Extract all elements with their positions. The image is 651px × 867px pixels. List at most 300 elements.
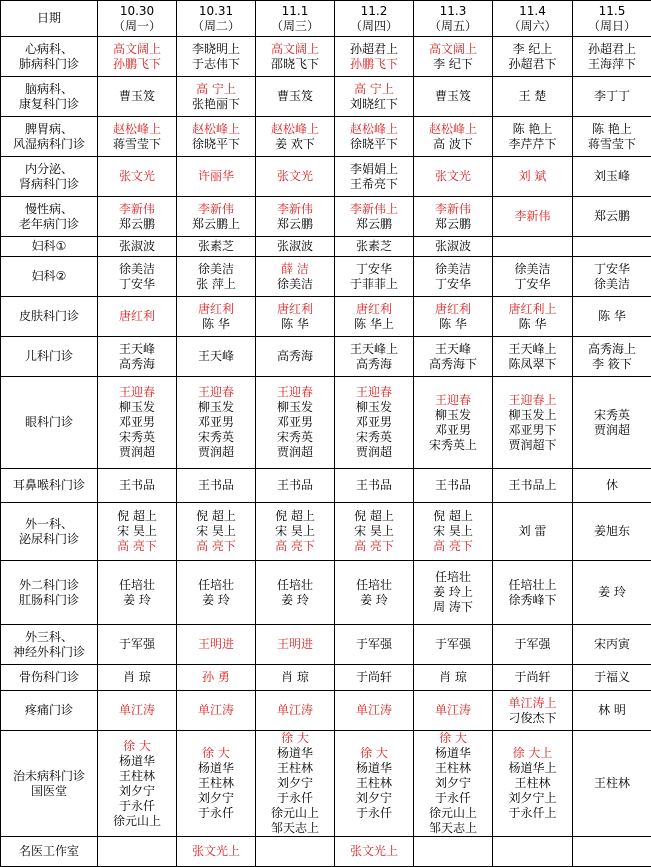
doctor-name: 孙鹏飞下 (98, 57, 176, 72)
schedule-cell (256, 297, 335, 337)
doctor-name: 王书品 (335, 478, 413, 493)
doctor-name: 贾润超 (256, 445, 334, 460)
doctor-name: 姜 玲 (335, 593, 413, 608)
doctor-name: 王迎春 (256, 385, 334, 400)
doctor-name: 杨道华 (256, 746, 334, 761)
department-cell (1, 337, 98, 377)
doctor-name: 于永仟 (335, 806, 413, 821)
doctor-name: 王天峰上 (493, 342, 572, 357)
doctor-name: 任培壮上 (493, 578, 572, 593)
schedule-cell (98, 561, 177, 625)
department-label: 慢性病、 (1, 202, 97, 217)
doctor-name: 倪 超上 (177, 509, 255, 524)
department-label: 耳鼻喉科门诊 (1, 478, 97, 493)
doctor-name: 高 亮下 (98, 539, 176, 554)
schedule-cell (177, 77, 256, 117)
schedule-cell (493, 503, 573, 561)
doctor-name: 王迎春上 (493, 393, 572, 408)
doctor-name: 李新伟 (177, 202, 255, 217)
doctor-name: 陈 艳上 (493, 122, 572, 137)
schedule-cell (573, 117, 651, 157)
schedule-cell (177, 377, 256, 469)
doctor-name: 于菲菲上 (335, 277, 413, 292)
schedule-cell (414, 469, 493, 503)
department-cell (1, 117, 98, 157)
department-label: 眼科门诊 (1, 415, 97, 430)
doctor-name: 王天峰 (98, 342, 176, 357)
department-cell (1, 691, 98, 731)
doctor-name: 郑云鹏 (98, 217, 176, 232)
doctor-name: 于永仟 (414, 791, 492, 806)
schedule-cell (256, 625, 335, 665)
doctor-name: 陈 艳上 (573, 122, 651, 137)
doctor-name: 徐元山上 (98, 814, 176, 829)
doctor-name: 于尚轩 (335, 670, 413, 685)
schedule-cell (335, 257, 414, 297)
schedule-cell (98, 157, 177, 197)
schedule-row (1, 37, 651, 77)
schedule-row (1, 377, 651, 469)
doctor-name: 杨道华 (177, 761, 255, 776)
doctor-name: 赵松峰上 (335, 122, 413, 137)
doctor-name: 杨道华 (414, 746, 492, 761)
schedule-cell (414, 257, 493, 297)
schedule-cell (98, 197, 177, 237)
doctor-name: 张文光上 (335, 844, 413, 859)
doctor-name: 唐红利 (256, 302, 334, 317)
schedule-cell (414, 837, 493, 867)
schedule-cell (98, 469, 177, 503)
schedule-cell (98, 837, 177, 867)
schedule-cell (177, 469, 256, 503)
schedule-cell (335, 503, 414, 561)
doctor-name: 王柱林 (335, 776, 413, 791)
doctor-name: 王天峰 (177, 349, 255, 364)
department-label: 皮肤科门诊 (1, 309, 97, 324)
doctor-name: 宋 昊上 (414, 524, 492, 539)
doctor-name: 肖 琼 (256, 670, 334, 685)
doctor-name: 刘 雷 (493, 524, 572, 539)
schedule-cell (335, 337, 414, 377)
schedule-cell (493, 731, 573, 837)
department-label: 肺病科门诊 (1, 57, 97, 72)
department-label: 肾病科门诊 (1, 177, 97, 192)
doctor-name: 曹玉笈 (414, 89, 492, 104)
doctor-name: 王书品 (256, 478, 334, 493)
doctor-name: 徐美洁 (177, 262, 255, 277)
doctor-name: 倪 超上 (256, 509, 334, 524)
doctor-name: 邓亚男 (256, 415, 334, 430)
doctor-name: 刘晓红下 (335, 97, 413, 112)
schedule-body (1, 1, 651, 867)
doctor-name: 王海萍下 (573, 57, 651, 72)
doctor-name: 邹天志上 (414, 821, 492, 836)
doctor-name: 刘夕宁 (335, 791, 413, 806)
doctor-name: 高秀海 (98, 357, 176, 372)
doctor-name: 蒋雪莹下 (573, 137, 651, 152)
department-label: 康复科门诊 (1, 97, 97, 112)
doctor-name: 陈 华 (573, 309, 651, 324)
day-header: 11.4 （周六） (493, 1, 573, 37)
schedule-cell (573, 731, 651, 837)
doctor-name: 任培壮 (414, 570, 492, 585)
department-label: 肛肠科门诊 (1, 593, 97, 608)
schedule-cell (177, 625, 256, 665)
schedule-cell (256, 337, 335, 377)
doctor-name: 于军强 (493, 637, 572, 652)
schedule-cell (573, 665, 651, 691)
schedule-cell (335, 691, 414, 731)
doctor-name: 丁安华 (573, 262, 651, 277)
doctor-name: 于军强 (98, 637, 176, 652)
doctor-name: 李 纪上 (493, 42, 572, 57)
doctor-name: 肖 琼 (414, 670, 492, 685)
doctor-name: 单江涛 (335, 703, 413, 718)
doctor-name: 邵晓飞下 (256, 57, 334, 72)
schedule-row (1, 731, 651, 837)
doctor-name: 徐元山上 (256, 806, 334, 821)
day-header: 10.31 （周二） (177, 1, 256, 37)
day-header: 11.1 （周三） (256, 1, 335, 37)
doctor-name: 单江涛 (414, 703, 492, 718)
doctor-name: 徐 大 (335, 746, 413, 761)
department-label: 治未病科门诊 (1, 769, 97, 784)
schedule-cell (493, 37, 573, 77)
schedule-cell (177, 561, 256, 625)
doctor-name: 高 亮下 (256, 539, 334, 554)
doctor-name: 郑云鹏 (256, 217, 334, 232)
schedule-cell (414, 377, 493, 469)
schedule-cell (335, 625, 414, 665)
department-cell (1, 561, 98, 625)
doctor-name: 徐美洁 (493, 262, 572, 277)
schedule-cell (256, 837, 335, 867)
doctor-name: 宋秀英 (573, 408, 651, 423)
doctor-name: 王柱林 (493, 776, 572, 791)
schedule-row (1, 157, 651, 197)
schedule-cell (98, 503, 177, 561)
schedule-cell (493, 197, 573, 237)
schedule-row (1, 77, 651, 117)
schedule-cell (414, 197, 493, 237)
doctor-name: 任培壮 (98, 578, 176, 593)
doctor-name: 薛 洁 (256, 262, 334, 277)
schedule-cell (256, 257, 335, 297)
doctor-name: 杨道华 (335, 761, 413, 776)
doctor-name: 徐美洁 (256, 277, 334, 292)
schedule-cell (414, 297, 493, 337)
day-header: 11.5 （周日） (573, 1, 651, 37)
doctor-name: 姜旭东 (573, 524, 651, 539)
doctor-name: 张淑波 (98, 239, 176, 254)
department-label: 脾胃病、 (1, 122, 97, 137)
schedule-cell (256, 377, 335, 469)
doctor-name: 高秀海下 (414, 357, 492, 372)
doctor-name: 高 亮下 (177, 539, 255, 554)
schedule-cell (98, 297, 177, 337)
doctor-name: 王柱林 (573, 776, 651, 791)
doctor-name: 刘玉峰 (573, 169, 651, 184)
doctor-name: 倪 超上 (335, 509, 413, 524)
department-label: 妇科① (1, 239, 97, 254)
doctor-name: 高 宁上 (335, 82, 413, 97)
doctor-name: 柳玉发 (98, 400, 176, 415)
doctor-name: 赵松峰上 (98, 122, 176, 137)
schedule-row (1, 503, 651, 561)
doctor-name: 孙超君上 (573, 42, 651, 57)
doctor-name: 李丁丁 (573, 89, 651, 104)
schedule-cell (573, 297, 651, 337)
doctor-name: 邓亚男 (177, 415, 255, 430)
schedule-cell (573, 561, 651, 625)
schedule-cell (177, 837, 256, 867)
schedule-cell (177, 257, 256, 297)
schedule-cell (414, 237, 493, 257)
doctor-name: 高文阔上 (98, 42, 176, 57)
doctor-name: 张艳丽下 (177, 97, 255, 112)
doctor-name: 李新伟 (493, 209, 572, 224)
doctor-name: 曹玉笈 (98, 89, 176, 104)
schedule-cell (335, 561, 414, 625)
department-label: 脑病科、 (1, 82, 97, 97)
doctor-name: 王迎春 (335, 385, 413, 400)
doctor-name: 任培壮 (335, 578, 413, 593)
schedule-cell (177, 503, 256, 561)
schedule-row (1, 257, 651, 297)
schedule-cell (414, 665, 493, 691)
schedule-cell (414, 77, 493, 117)
schedule-cell (493, 257, 573, 297)
department-label: 骨伤科门诊 (1, 670, 97, 685)
schedule-cell (493, 297, 573, 337)
doctor-name: 王 楚 (493, 89, 572, 104)
schedule-cell (98, 377, 177, 469)
doctor-name: 贾润超 (177, 445, 255, 460)
doctor-name: 王迎春 (98, 385, 176, 400)
doctor-name: 张淑波 (256, 239, 334, 254)
doctor-name: 王书品 (98, 478, 176, 493)
schedule-cell (256, 503, 335, 561)
department-cell (1, 77, 98, 117)
doctor-name: 徐美洁 (98, 262, 176, 277)
schedule-cell (98, 731, 177, 837)
department-cell (1, 665, 98, 691)
schedule-cell (335, 117, 414, 157)
department-label: 疼痛门诊 (1, 703, 97, 718)
doctor-name: 张 萍上 (177, 277, 255, 292)
schedule-cell (177, 117, 256, 157)
schedule-cell (98, 691, 177, 731)
schedule-cell (177, 665, 256, 691)
doctor-name: 于永仟 (98, 799, 176, 814)
doctor-name: 陈凤翠下 (493, 357, 572, 372)
doctor-name: 柳玉发 (256, 400, 334, 415)
doctor-name: 张文光 (256, 169, 334, 184)
doctor-name: 徐美洁 (414, 262, 492, 277)
schedule-cell (493, 157, 573, 197)
doctor-name: 孙超君上 (335, 42, 413, 57)
doctor-name: 刘夕宁 (98, 784, 176, 799)
doctor-name: 赵松峰上 (256, 122, 334, 137)
department-label: 泌尿科门诊 (1, 532, 97, 547)
doctor-name: 王明进 (256, 637, 334, 652)
doctor-name: 陈 华上 (335, 317, 413, 332)
doctor-name: 柳玉发 (414, 408, 492, 423)
schedule-cell (493, 377, 573, 469)
doctor-name: 于志伟下 (177, 57, 255, 72)
schedule-cell (177, 37, 256, 77)
schedule-cell (256, 469, 335, 503)
schedule-cell (573, 77, 651, 117)
doctor-name: 徐 大 (98, 739, 176, 754)
department-cell (1, 37, 98, 77)
doctor-name: 于尚轩 (493, 670, 572, 685)
doctor-name: 郑云鹏 (573, 209, 651, 224)
schedule-cell (256, 157, 335, 197)
doctor-name: 于军强 (335, 637, 413, 652)
doctor-name: 李新伟 (256, 202, 334, 217)
department-cell (1, 731, 98, 837)
schedule-cell (335, 237, 414, 257)
schedule-cell (256, 237, 335, 257)
doctor-name: 刁俊杰下 (493, 711, 572, 726)
department-cell (1, 197, 98, 237)
doctor-name: 许丽华 (177, 169, 255, 184)
doctor-name: 李芹芹下 (493, 137, 572, 152)
schedule-cell (335, 837, 414, 867)
doctor-name: 蒋雪莹下 (98, 137, 176, 152)
schedule-row (1, 197, 651, 237)
doctor-name: 高 波下 (414, 137, 492, 152)
schedule-cell (98, 237, 177, 257)
department-label: 心病科、 (1, 42, 97, 57)
schedule-cell (335, 665, 414, 691)
schedule-cell (493, 561, 573, 625)
doctor-name: 姜 欢下 (256, 137, 334, 152)
schedule-cell (573, 37, 651, 77)
schedule-row (1, 625, 651, 665)
schedule-row (1, 665, 651, 691)
doctor-name: 宋 昊上 (98, 524, 176, 539)
doctor-name: 李 筱下 (573, 357, 651, 372)
doctor-name: 徐秀峰下 (493, 593, 572, 608)
doctor-name: 周 涛下 (414, 600, 492, 615)
schedule-cell (177, 297, 256, 337)
department-label: 外三科、 (1, 630, 97, 645)
schedule-cell (256, 731, 335, 837)
doctor-name: 郑云鹏 (335, 217, 413, 232)
doctor-name: 徐 大上 (493, 746, 572, 761)
header-row (1, 1, 651, 37)
doctor-name: 李娟娟上 (335, 162, 413, 177)
schedule-cell (414, 731, 493, 837)
schedule-cell (256, 561, 335, 625)
schedule-cell (573, 257, 651, 297)
doctor-name: 王明进 (177, 637, 255, 652)
doctor-name: 唐红利 (177, 302, 255, 317)
schedule-cell (335, 197, 414, 237)
doctor-name: 高秀海上 (573, 342, 651, 357)
doctor-name: 丁安华 (335, 262, 413, 277)
schedule-cell (177, 337, 256, 377)
doctor-name: 王希亮下 (335, 177, 413, 192)
schedule-cell (98, 117, 177, 157)
doctor-name: 宋秀英 (256, 430, 334, 445)
doctor-name: 高 亮下 (414, 539, 492, 554)
schedule-cell (414, 503, 493, 561)
doctor-name: 单江涛上 (493, 696, 572, 711)
schedule-cell (335, 297, 414, 337)
doctor-name: 刘夕宁 (177, 791, 255, 806)
schedule-row (1, 297, 651, 337)
doctor-name: 王书品 (414, 478, 492, 493)
doctor-name: 徐 大 (414, 731, 492, 746)
schedule-cell (414, 337, 493, 377)
doctor-name: 唐红利上 (493, 302, 572, 317)
doctor-name: 徐 大 (256, 731, 334, 746)
schedule-cell (98, 665, 177, 691)
department-cell (1, 837, 98, 867)
schedule-cell (177, 197, 256, 237)
doctor-name: 于福义 (573, 670, 651, 685)
schedule-cell (493, 469, 573, 503)
doctor-name: 柳玉发 (335, 400, 413, 415)
doctor-name: 王柱林 (98, 769, 176, 784)
doctor-name: 贾润超 (98, 445, 176, 460)
schedule-cell (256, 37, 335, 77)
schedule-cell (573, 197, 651, 237)
department-cell (1, 237, 98, 257)
department-label: 外一科、 (1, 517, 97, 532)
doctor-name: 宋 昊上 (256, 524, 334, 539)
doctor-name: 丁安华 (414, 277, 492, 292)
department-label: 神经外科门诊 (1, 645, 97, 660)
schedule-cell (335, 157, 414, 197)
doctor-name: 宋秀英上 (414, 438, 492, 453)
doctor-name: 徐元山上 (414, 806, 492, 821)
doctor-name: 于永仟上 (493, 806, 572, 821)
schedule-cell (335, 37, 414, 77)
doctor-name: 宋秀英 (335, 430, 413, 445)
doctor-name: 宋丙寅 (573, 637, 651, 652)
doctor-name: 徐晓平下 (177, 137, 255, 152)
schedule-cell (256, 691, 335, 731)
doctor-name: 徐 大 (177, 746, 255, 761)
department-label: 儿科门诊 (1, 349, 97, 364)
doctor-name: 张文光上 (177, 844, 255, 859)
doctor-name: 李新伟 (414, 202, 492, 217)
department-label: 风湿病科门诊 (1, 137, 97, 152)
schedule-cell (98, 257, 177, 297)
schedule-cell (414, 117, 493, 157)
schedule-cell (256, 77, 335, 117)
doctor-name: 高文阔上 (256, 42, 334, 57)
doctor-name: 姜 玲 (98, 593, 176, 608)
schedule-cell (256, 197, 335, 237)
doctor-name: 任培壮 (256, 578, 334, 593)
doctor-name: 高 宁上 (177, 82, 255, 97)
schedule-cell (98, 77, 177, 117)
schedule-cell (573, 503, 651, 561)
department-cell (1, 297, 98, 337)
doctor-name: 王天峰 (414, 342, 492, 357)
schedule-cell (256, 665, 335, 691)
doctor-name: 丁安华 (98, 277, 176, 292)
department-label: 外二科门诊 (1, 578, 97, 593)
doctor-name: 张素芝 (177, 239, 255, 254)
day-header: 11.3 （周五） (414, 1, 493, 37)
doctor-name: 倪 超上 (98, 509, 176, 524)
